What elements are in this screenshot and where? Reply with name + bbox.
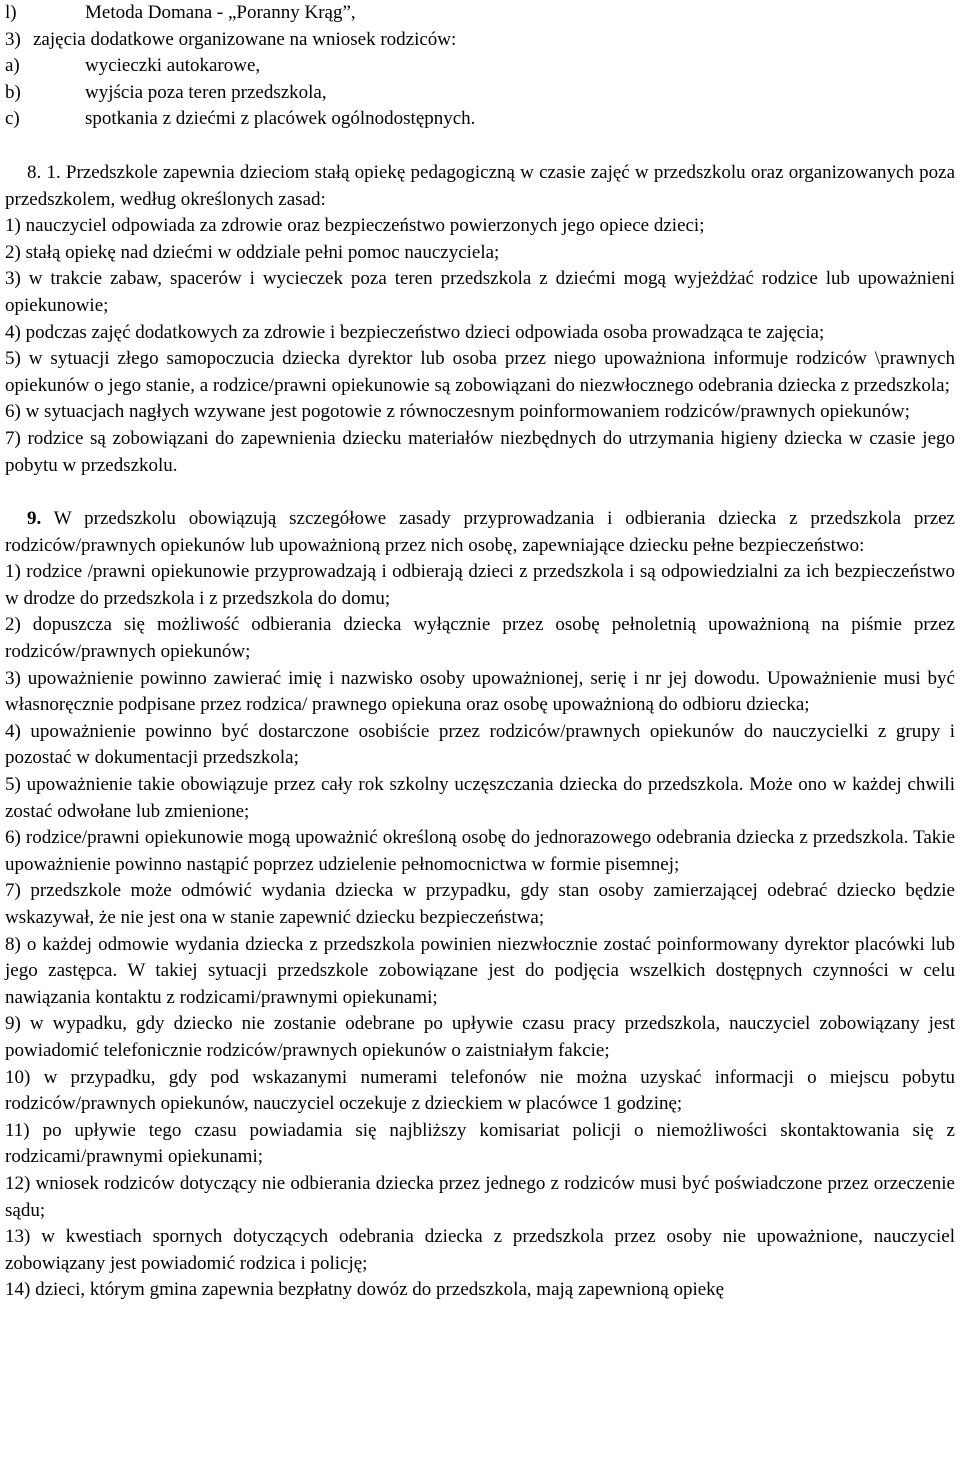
section-item: 4) podczas zajęć dodatkowych za zdrowie i bezpieczeństwo dzieci odpowiada osoba prowadząca te zajęcia; [5, 321, 825, 343]
list-item [5, 0, 955, 27]
section-lead-text: W przedszkolu obowiązują szczegółowe zasady przyprowadzania i odbierania dziecka z przedszkola przez rodziców/prawnych opiekunów lub upoważnioną przez nich osobę, zapewniające dziecku pełne bezpieczeństwo: [5, 508, 955, 556]
section-item: 7) rodzice są zobowiązani do zapewnienia dziecku materiałów niezbędnych do utrzymania higieny dziecka w czasie jego pobytu w przedszkolu. [5, 427, 955, 476]
section-item: 2) stałą opiekę nad dziećmi w oddziale pełni pomoc nauczyciela; [5, 241, 500, 263]
list-item-text: Metoda Domana - „Poranny Krąg”, [85, 2, 356, 23]
section-item: 6) w sytuacjach nagłych wzywane jest pogotowie z równoczesnym poinformowaniem rodziców/prawnych opiekunów; [5, 401, 910, 423]
section-item: 5) w sytuacji złego samopoczucia dziecka dyrektor lub osoba przez niego upoważniona informuje rodziców \prawnych opiekunów o jego stanie, a rodzice/prawni opiekunowie są zobowiązani do niezwłocznego odebrania dziecka z przedszkola; [5, 348, 955, 396]
section-item: 10) w przypadku, gdy pod wskazanymi numerami telefonów nie można uzyskać informacji o miejscu pobytu rodziców/prawnych opiekunów, nauczyciel oczekuje z dzieckiem w placówce 1 godzinę; [5, 1066, 955, 1115]
list-marker: c) [5, 108, 20, 130]
section-lead-text: Przedszkole zapewnia dzieciom stałą opiekę pedagogiczną w czasie zajęć w przedszkolu oraz organizowanych poza przedszkolem, według określonych zasad: [5, 161, 956, 210]
section-item: 5) upoważnienie takie obowiązuje przez cały rok szkolny uczęszczania dziecka do przedszkola. Może ono w każdej chwili zostać odwołane lub zmienione; [5, 774, 955, 822]
section-item: 9) w wypadku, gdy dziecko nie zostanie odebrane po upływie czasu pracy przedszkola, nauczyciel zobowiązany jest powiadomić telefonicznie rodziców/prawnych opiekunów o zaistniałym fakcie; [5, 1013, 955, 1061]
section-item: 8) o każdej odmowie wydania dziecka z przedszkola powinien niezwłocznie zostać poinformowany dyrektor placówki lub jego zastępca. W takiej sytuacji przedszkole zobowiązane jest do podjęcia wszelkich dostępnych czynności w celu nawiązania kontaktu z rodzicami/prawnymi opiekunami; [5, 933, 955, 1008]
list-item-text: zajęcia dodatkowe organizowane na wniosek rodziców: [33, 28, 457, 50]
list-marker: b) [5, 81, 21, 103]
section-item: 14) dzieci, którym gmina zapewnia bezpłatny dowóz do przedszkola, mają zapewnioną opiekę [5, 1279, 725, 1301]
section-8-lead [5, 160, 955, 213]
section-item: 11) po upływie tego czasu powiadamia się najbliższy komisariat policji o niemożliwości skontaktowania się z rodzicami/prawnymi opiekunami; [5, 1119, 955, 1168]
section-item: 4) upoważnienie powinno być dostarczone osobiście przez rodziców/prawnych opiekunów do nauczycielki z grupy i pozostać w dokumentacji przedszkola; [5, 720, 955, 769]
document-page [5, 0, 955, 1304]
section-item: 12) wniosek rodziców dotyczący nie odbierania dziecka przez jednego z rodziców musi być poświadczone przez orzeczenie sądu; [5, 1172, 955, 1221]
intro-list [5, 0, 955, 133]
section-item: 13) w kwestiach spornych dotyczących odebrania dziecka z przedszkola przez osoby nie upoważnione, nauczyciel zobowiązany jest powiadomić rodzica i policję; [5, 1226, 955, 1274]
list-item [5, 106, 955, 133]
list-item-text: wycieczki autokarowe, [85, 55, 261, 77]
list-marker: 3) [5, 28, 21, 50]
section-number: 9. [27, 508, 42, 530]
section-item: 6) rodzice/prawni opiekunowie mogą upoważnić określoną osobę do jednorazowego odebrania dziecka z przedszkola. Takie upoważnienie powinno nastąpić poprzez udzielenie pełnomocnictwa w formie pisemnej; [5, 827, 955, 875]
section-item: 1) rodzice /prawni opiekunowie przyprowadzają i odbierają dzieci z przedszkola i są odpowiedzialni za ich bezpieczeństwo w drodze do przedszkola i z przedszkola do domu; [5, 561, 955, 609]
list-item-text: spotkania z dziećmi z placówek ogólnodostępnych. [85, 108, 476, 130]
section-item: 3) w trakcie zabaw, spacerów i wycieczek poza teren przedszkola z dziećmi mogą wyjeżdżać rodzice lub upoważnieni opiekunowie; [5, 268, 955, 316]
list-item [5, 27, 955, 54]
section-item: 2) dopuszcza się możliwość odbierania dziecka wyłącznie przez osobę pełnoletnią upoważnioną na piśmie przez rodziców/prawnych opiekunów; [5, 614, 955, 663]
list-item [5, 53, 955, 80]
section-9-lead [5, 506, 955, 559]
section-item: 7) przedszkole może odmówić wydania dziecka w przypadku, gdy stan osoby zamierzającej odebrać dziecko będzie wskazywał, że nie jest ona w stanie zapewnić dziecku bezpieczeństwa; [5, 880, 955, 928]
list-marker: a) [5, 55, 20, 77]
list-marker: l) [5, 2, 17, 23]
section-item: 1) nauczyciel odpowiada za zdrowie oraz bezpieczeństwo powierzonych jego opiece dzieci; [5, 215, 705, 237]
list-item-text: wyjścia poza teren przedszkola, [85, 81, 327, 103]
list-item [5, 80, 955, 107]
section-item: 3) upoważnienie powinno zawierać imię i nazwisko osoby upoważnionej, serię i nr jej dowodu. Upoważnienie musi być własnoręcznie podpisane przez rodzica/ prawnego opiekuna oraz osobę upoważnioną do odbioru dziecka; [5, 667, 955, 716]
section-number: 8. 1. [27, 161, 61, 183]
